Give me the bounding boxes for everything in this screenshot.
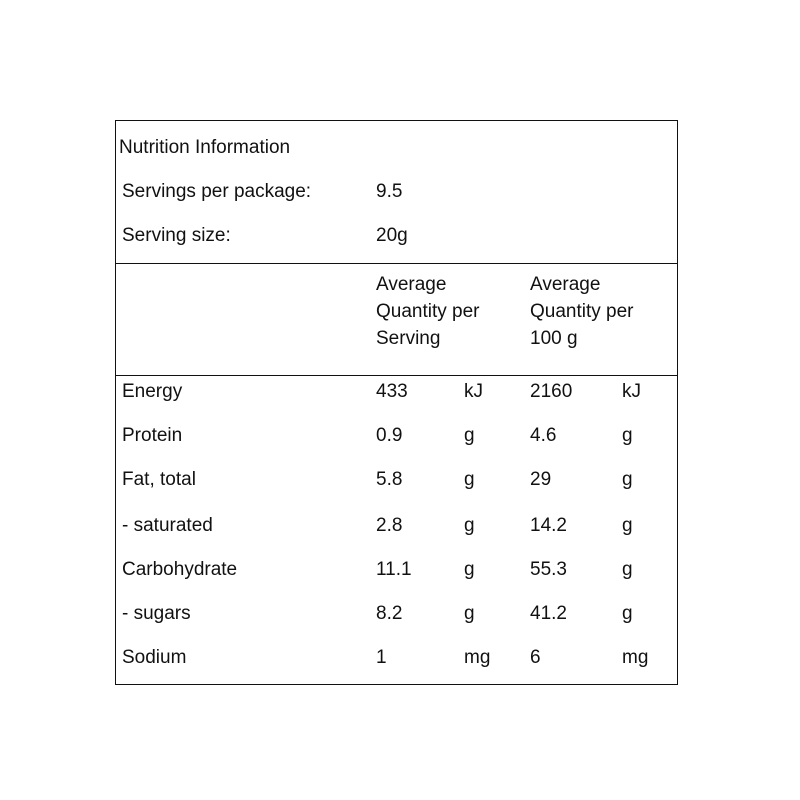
nutrient-label: - saturated (122, 515, 213, 536)
nutrition-panel (115, 120, 678, 685)
nutrient-label: - sugars (122, 603, 191, 624)
nutrient-label: Protein (122, 425, 183, 446)
per-serving-value: 433 (376, 381, 408, 402)
per-100g-unit: kJ (622, 381, 641, 402)
per-serving-value: 5.8 (376, 469, 403, 490)
per-serving-value: 8.2 (376, 603, 403, 624)
per-serving-unit: g (464, 425, 475, 446)
per-serving-unit: g (464, 515, 475, 536)
per-serving-value: 2.8 (376, 515, 403, 536)
per-100g-unit: g (622, 559, 633, 580)
servings-per-package-label: Servings per package: (122, 181, 312, 202)
per-100g-unit: g (622, 469, 633, 490)
per-100g-value: 6 (530, 647, 541, 668)
nutrient-label: Fat, total (122, 469, 196, 490)
header-per-serving: Average Quantity per Serving (376, 274, 480, 349)
serving-size-label: Serving size: (122, 225, 231, 246)
per-100g-unit: g (622, 425, 633, 446)
per-100g-unit: mg (622, 647, 649, 668)
per-serving-unit: kJ (464, 381, 483, 402)
per-serving-unit: mg (464, 647, 491, 668)
per-serving-unit: g (464, 469, 475, 490)
per-100g-unit: g (622, 515, 633, 536)
per-serving-value: 0.9 (376, 425, 403, 446)
panel-title: Nutrition Information (119, 137, 291, 158)
per-serving-unit: g (464, 559, 475, 580)
per-100g-value: 2160 (530, 381, 573, 402)
per-100g-value: 29 (530, 469, 552, 490)
nutrient-label: Carbohydrate (122, 559, 238, 580)
per-serving-value: 1 (376, 647, 387, 668)
nutrient-label: Sodium (122, 647, 187, 668)
per-100g-unit: g (622, 603, 633, 624)
table-divider (116, 375, 677, 376)
per-100g-value: 14.2 (530, 515, 567, 536)
per-serving-unit: g (464, 603, 475, 624)
per-serving-value: 11.1 (376, 559, 412, 580)
header-divider (116, 263, 677, 264)
per-100g-value: 4.6 (530, 425, 557, 446)
header-per-100g: Average Quantity per 100 g (530, 274, 634, 349)
nutrient-label: Energy (122, 381, 183, 402)
per-100g-value: 41.2 (530, 603, 567, 624)
servings-per-package-value: 9.5 (376, 181, 403, 202)
per-100g-value: 55.3 (530, 559, 567, 580)
serving-size-value: 20g (376, 225, 408, 246)
